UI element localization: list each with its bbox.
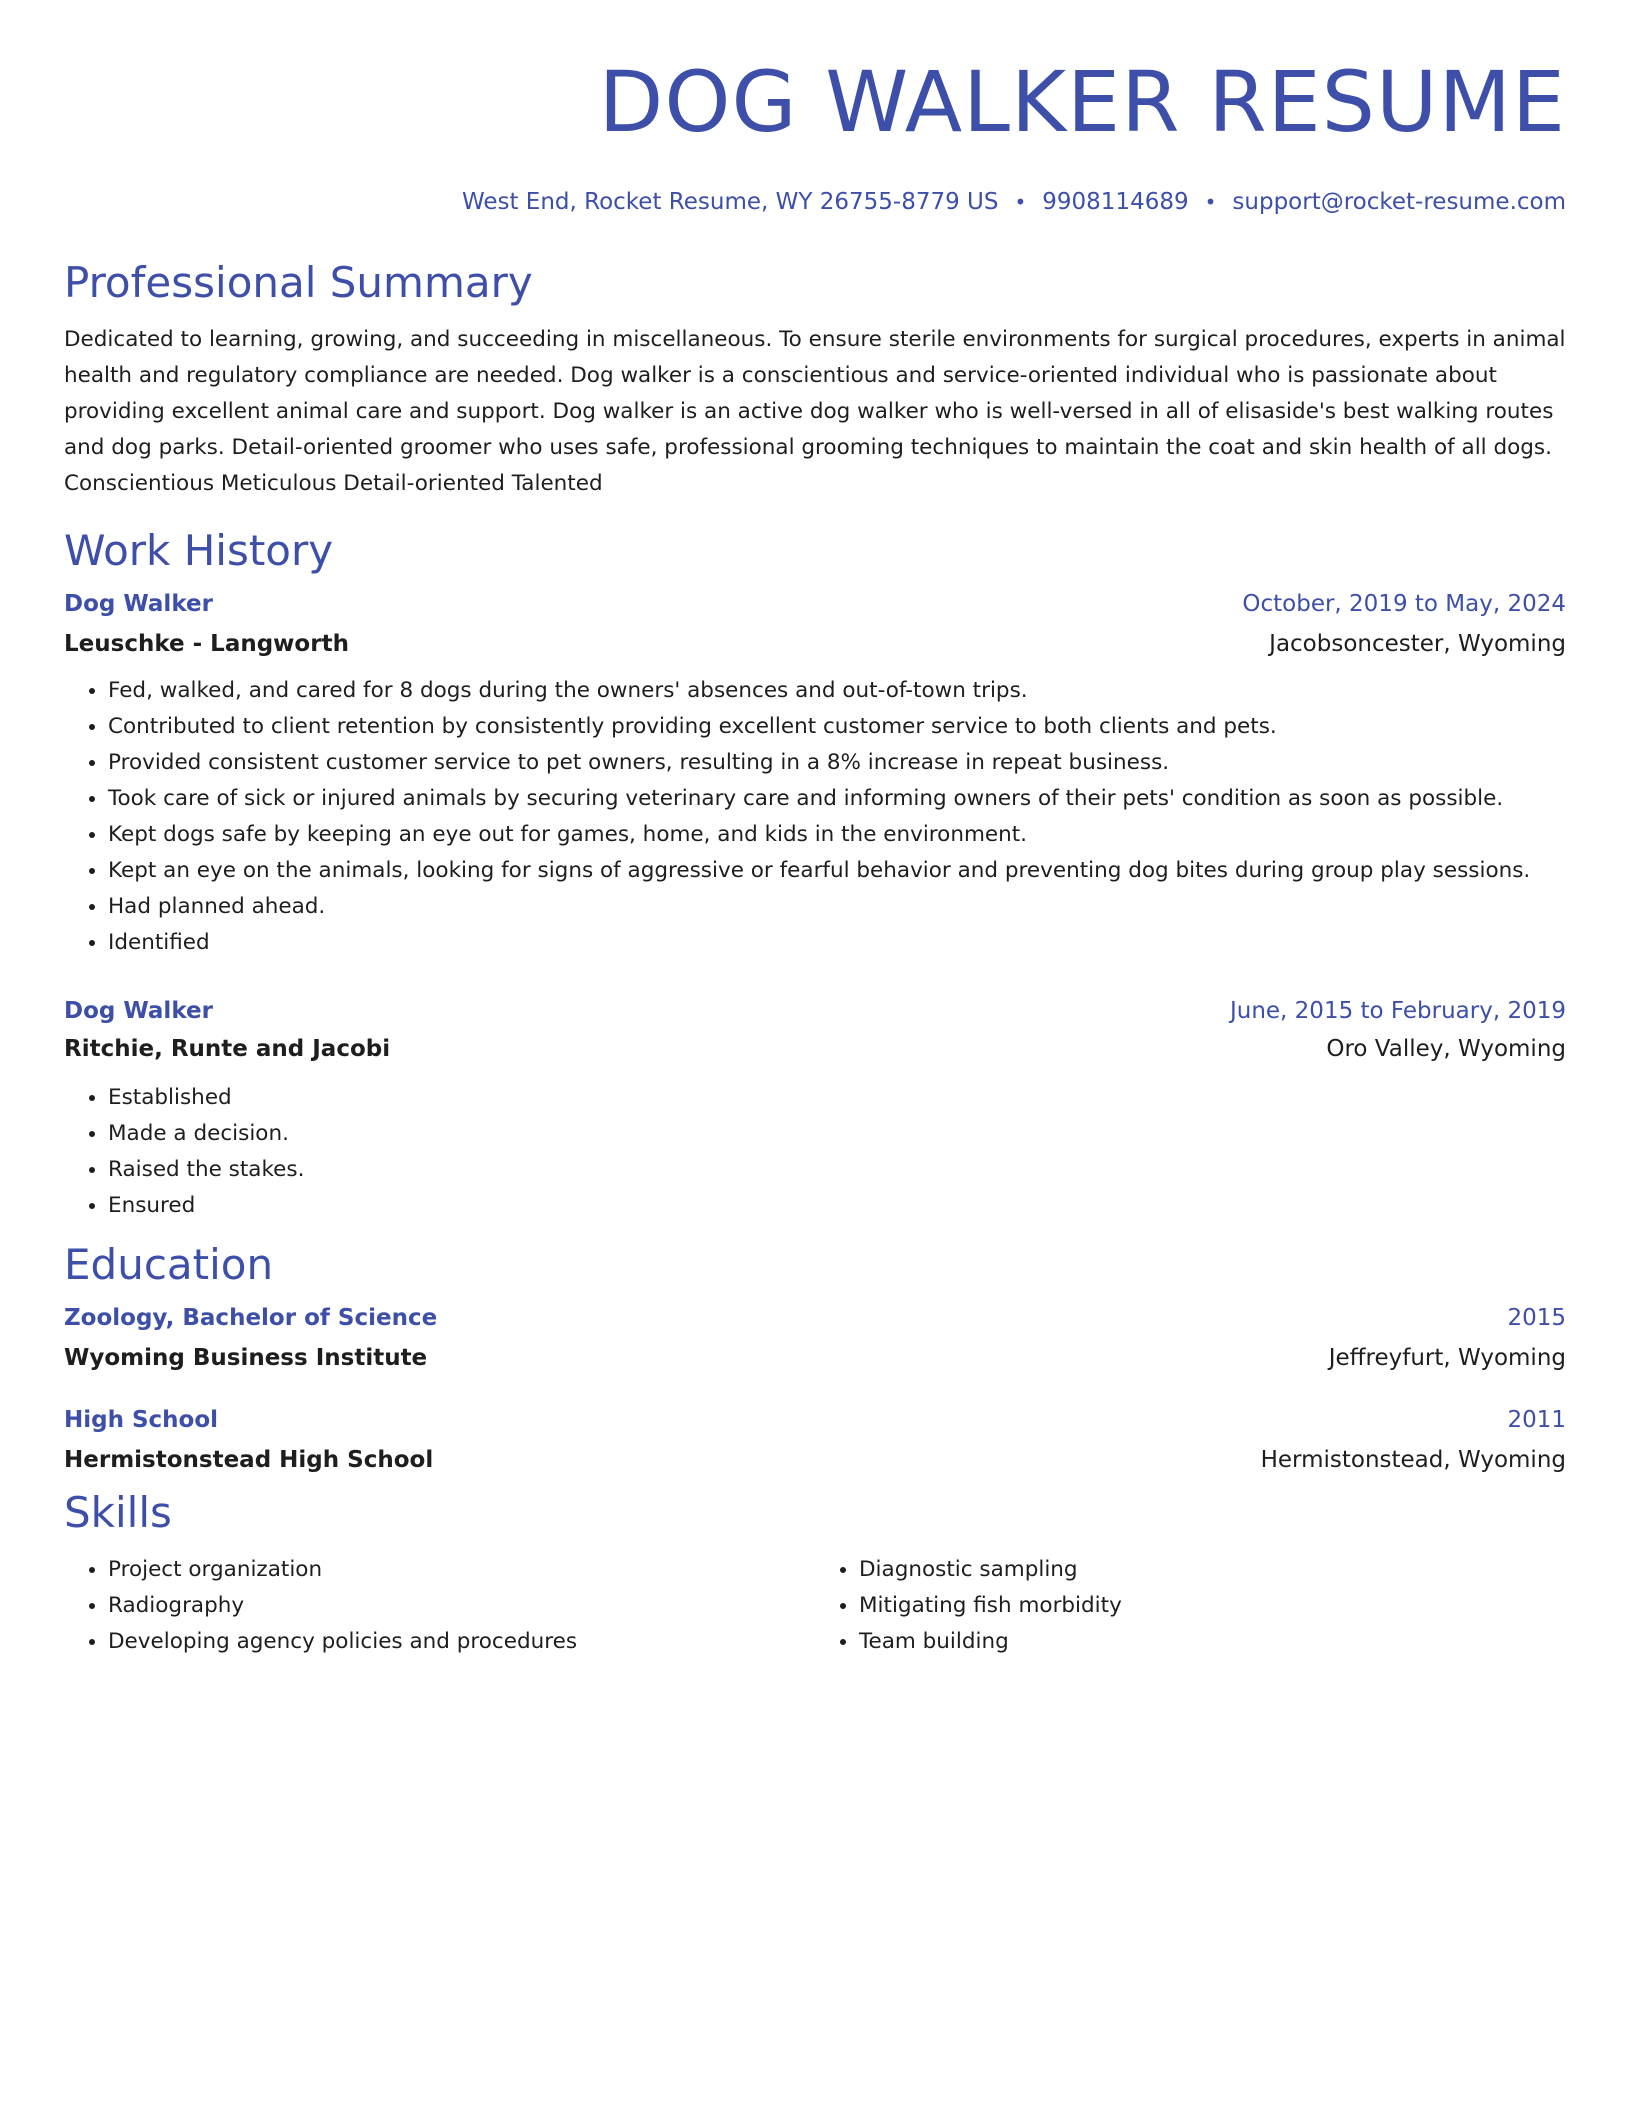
job-bullet-list — [64, 1080, 1566, 1224]
job-bullet: • Established — [108, 1080, 1566, 1116]
job-bullet: • Provided consistent customer service to pet owners, resulting in a 8% increase in repeat business. — [108, 745, 1566, 781]
job-entry — [64, 588, 1566, 961]
job-dates: October, 2019 to May, 2024 — [1242, 591, 1566, 617]
skill-item: • Mitigating fish morbidity — [859, 1588, 1566, 1624]
contact-address: West End, Rocket Resume, WY 26755-8779 US — [461, 189, 999, 215]
contact-phone: 9908114689 — [1042, 189, 1189, 215]
contact-line — [64, 188, 1566, 216]
job-bullet: • Contributed to client retention by consistently providing excellent customer service to both clients and pets. — [108, 709, 1566, 745]
summary-heading: Professional Summary — [64, 258, 533, 307]
job-bullet: • Ensured — [108, 1188, 1566, 1224]
job-location: Oro Valley, Wyoming — [1326, 1036, 1566, 1062]
education-year: 2011 — [1507, 1407, 1566, 1433]
skill-item: • Team building — [859, 1624, 1566, 1660]
job-bullet: • Kept an eye on the animals, looking for signs of aggressive or fearful behavior and preventing dog bites during group play sessions. — [108, 853, 1566, 889]
job-bullet: • Raised the stakes. — [108, 1152, 1566, 1188]
job-entry — [64, 995, 1566, 1224]
skills-columns — [64, 1552, 1566, 1660]
job-dates: June, 2015 to February, 2019 — [1229, 998, 1566, 1024]
work-history-heading: Work History — [64, 526, 334, 575]
job-company: Ritchie, Runte and Jacobi — [64, 1036, 391, 1062]
job-location: Jacobsoncester, Wyoming — [1269, 631, 1566, 657]
job-bullet-list — [64, 673, 1566, 961]
job-bullet: • Had planned ahead. — [108, 889, 1566, 925]
education-heading: Education — [64, 1240, 274, 1289]
resume-header — [64, 53, 1566, 216]
skills-list-left — [64, 1552, 815, 1660]
education-year: 2015 — [1507, 1305, 1566, 1331]
education-school: Hermistonstead High School — [64, 1447, 434, 1473]
contact-separator: • — [1014, 190, 1027, 214]
contact-separator: • — [1204, 190, 1217, 214]
education-entry — [64, 1302, 1566, 1374]
job-company-row — [64, 1033, 1566, 1065]
education-location: Jeffreyfurt, Wyoming — [1328, 1345, 1566, 1371]
education-header-row — [64, 1302, 1566, 1334]
job-header-row — [64, 588, 1566, 620]
contact-email[interactable]: support@rocket-resume.com — [1232, 189, 1566, 215]
skills-heading: Skills — [64, 1488, 172, 1537]
education-header-row — [64, 1404, 1566, 1436]
job-bullet: • Kept dogs safe by keeping an eye out for games, home, and kids in the environment. — [108, 817, 1566, 853]
skill-item: • Radiography — [108, 1588, 815, 1624]
job-bullet: • Took care of sick or injured animals by securing veterinary care and informing owners of their pets' condition as soon as possible. — [108, 781, 1566, 817]
job-role: Dog Walker — [64, 998, 213, 1024]
job-company: Leuschke - Langworth — [64, 631, 349, 657]
skills-list-right — [815, 1552, 1566, 1660]
resume-page — [64, 0, 1566, 1660]
job-company-row — [64, 628, 1566, 660]
job-bullet: • Made a decision. — [108, 1116, 1566, 1152]
resume-title: DOG WALKER RESUME — [598, 53, 1566, 151]
job-bullet: • Fed, walked, and cared for 8 dogs during the owners' absences and out-of-town trips. — [108, 673, 1566, 709]
education-school: Wyoming Business Institute — [64, 1345, 428, 1371]
education-location: Hermistonstead, Wyoming — [1260, 1447, 1566, 1473]
education-entry — [64, 1404, 1566, 1476]
education-school-row — [64, 1342, 1566, 1374]
job-header-row — [64, 995, 1566, 1027]
summary-text: Dedicated to learning, growing, and succeeding in miscellaneous. To ensure sterile environments for surgical procedures, experts in animal health and regulatory compliance are needed. Dog walker is a conscientious and service-oriented individual who is passionate about providing excellent animal care and support. Dog walker is an active dog walker who is well-versed in all of elisaside's best walking routes and dog parks. Detail-oriented groomer who uses safe, professional grooming techniques to maintain the coat and skin health of all dogs. Conscientious Meticulous Detail-oriented Talented — [64, 327, 1566, 496]
education-degree: High School — [64, 1407, 219, 1433]
skill-item: • Developing agency policies and procedures — [108, 1624, 815, 1660]
job-role: Dog Walker — [64, 591, 213, 617]
skill-item: • Diagnostic sampling — [859, 1552, 1566, 1588]
job-bullet: • Identified — [108, 925, 1566, 961]
education-school-row — [64, 1444, 1566, 1476]
education-degree: Zoology, Bachelor of Science — [64, 1305, 438, 1331]
skill-item: • Project organization — [108, 1552, 815, 1588]
